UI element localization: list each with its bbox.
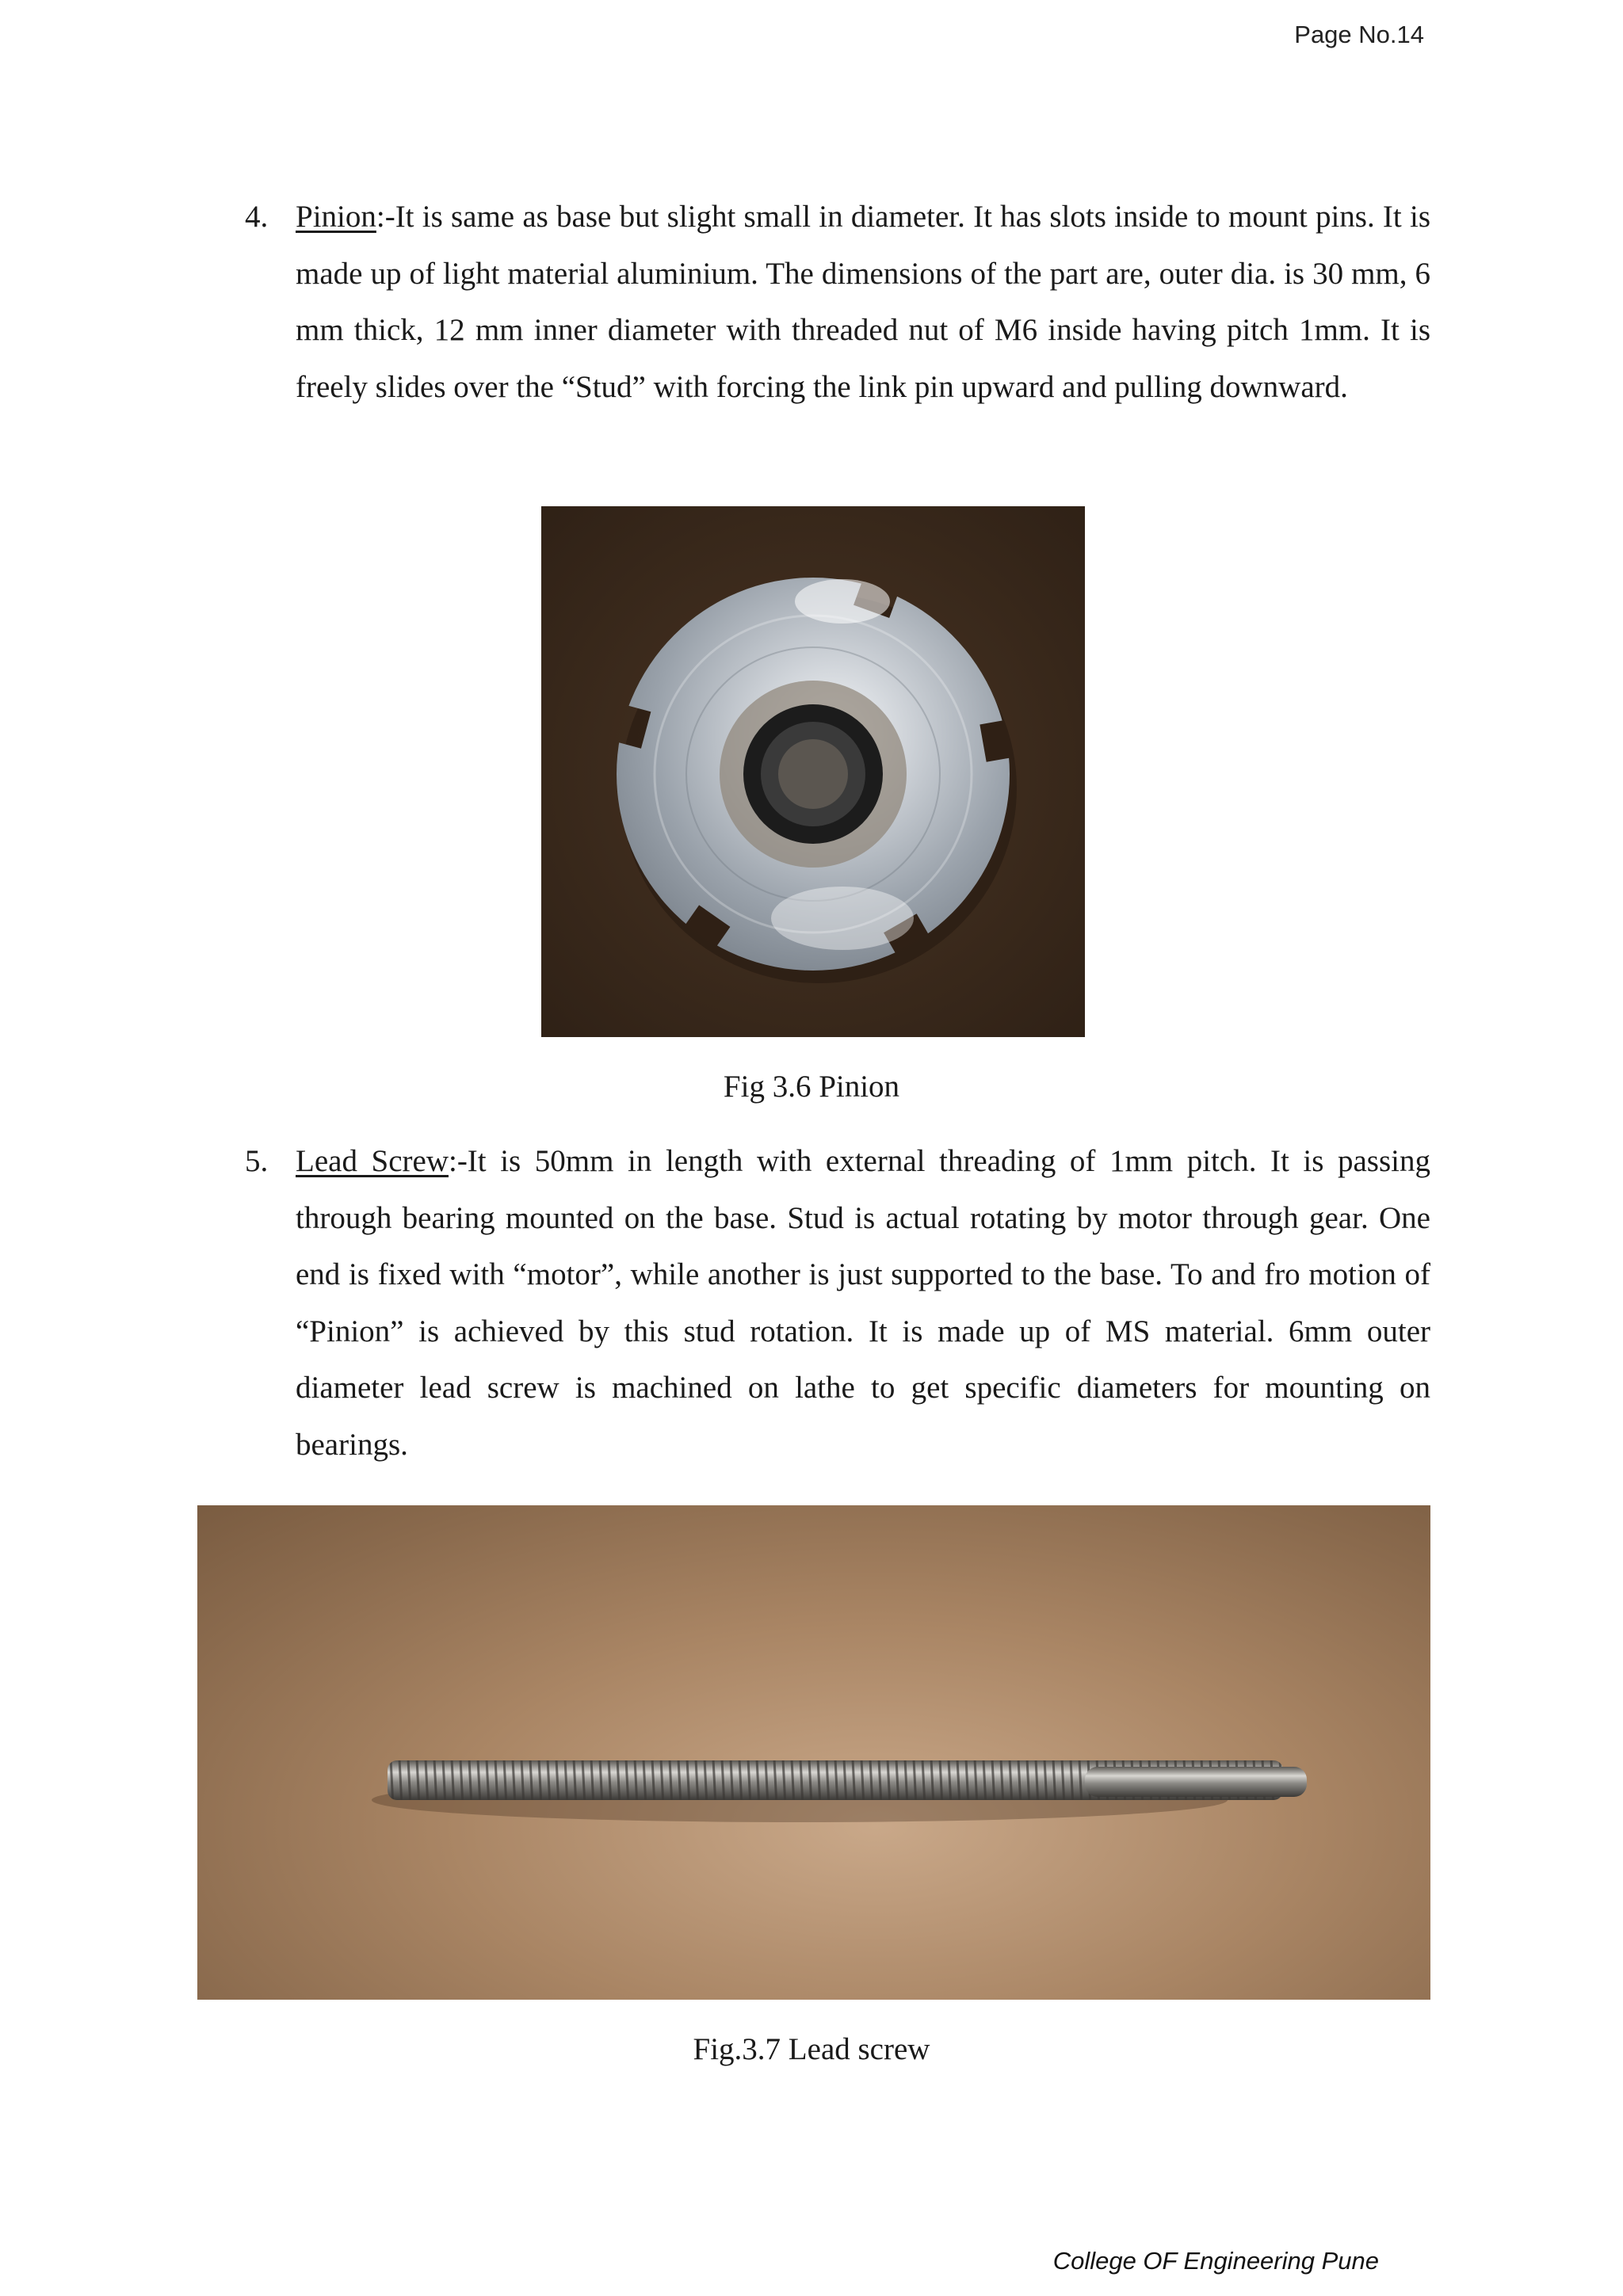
list-number: 4. — [245, 200, 269, 234]
page-number: Page No.14 — [1294, 21, 1424, 48]
description-pinion: :-It is same as base but slight small in diameter. It has slots inside to mount pins. It is made up of light material aluminium. The dimensions of the part are, outer dia. is 30 mm, 6 mm thick, 12 mm inner diameter with threaded nut of M6 inside having pitch 1mm. It is freely slides over the “Stud” with forcing the link pin upward and pulling downward. — [296, 200, 1430, 404]
term-lead-screw: Lead Screw — [296, 1144, 449, 1178]
list-body — [296, 189, 1430, 415]
list-item-pinion — [245, 189, 1430, 415]
list-number: 5. — [245, 1144, 269, 1178]
list-item-lead-screw — [245, 1133, 1430, 1473]
figure-caption-pinion: Fig 3.6 Pinion — [723, 1070, 900, 1104]
list-body — [296, 1133, 1430, 1473]
term-pinion: Pinion — [296, 200, 376, 234]
figure-caption-lead-screw: Fig.3.7 Lead screw — [693, 2032, 930, 2066]
description-lead-screw: :-It is 50mm in length with external threading of 1mm pitch. It is passing through bearing mounted on the base. Stud is actual rotating by motor through gear. One end is fixed with “motor”, while another is just supported to the base. To and fro motion of “Pinion” is achieved by this stud rotation. It is made up of MS material. 6mm outer diameter lead screw is machined on lathe to get specific diameters for mounting on bearings. — [296, 1144, 1430, 1462]
footer-institution: College OF Engineering Pune — [1052, 2247, 1379, 2275]
pinion-photo — [541, 506, 1085, 1037]
lead-screw-photo — [197, 1505, 1430, 2000]
